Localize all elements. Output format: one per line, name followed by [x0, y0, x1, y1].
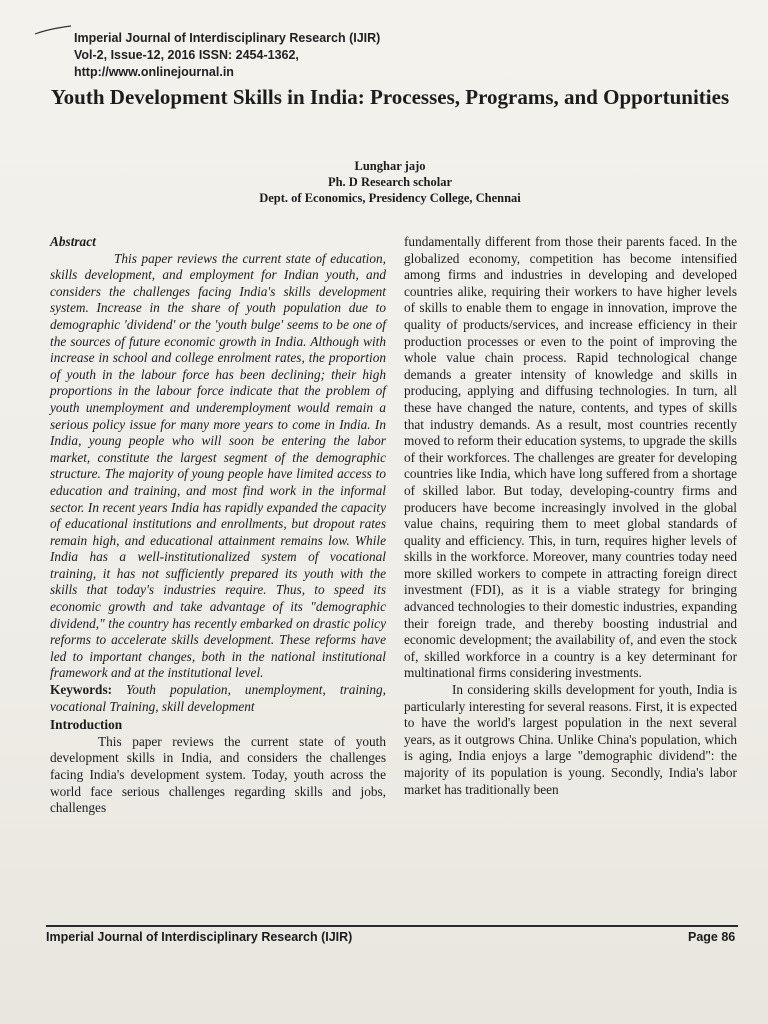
- pen-mark-icon: [34, 24, 72, 36]
- journal-name: Imperial Journal of Interdisciplinary Research (IJIR): [74, 31, 381, 45]
- abstract-heading: Abstract: [50, 234, 96, 249]
- paper-title: Youth Development Skills in India: Processes, Programs, and Opportunities: [50, 85, 730, 109]
- author-name: Lunghar jajo: [354, 159, 426, 173]
- author-block: [140, 158, 640, 206]
- page-number: Page 86: [688, 930, 736, 944]
- footer-rule: [46, 925, 738, 927]
- introduction-para2: In considering skills development for youth, India is particularly interesting for several reasons. First, it is expected to have the world's largest population in the next several years, as it outgrows China. Unlike China's population, which is aging, India enjoys a large "demographic dividend": the majority of its population is young. Secondly, India's labor market has traditionally been: [404, 682, 737, 797]
- journal-url: http://www.onlinejournal.in: [74, 65, 234, 79]
- author-role: Ph. D Research scholar: [327, 175, 453, 189]
- keywords: [50, 682, 386, 715]
- author-affiliation: Dept. of Economics, Presidency College, Chennai: [259, 191, 521, 205]
- right-column: [404, 234, 737, 798]
- keywords-text: Youth population, unemployment, training, vocational Training, skill development: [50, 682, 387, 714]
- left-column: [50, 234, 386, 817]
- journal-header: [74, 30, 380, 81]
- keywords-label: Keywords:: [50, 682, 113, 698]
- introduction-para1-cont: fundamentally different from those their parents faced. In the globalized economy, competition has become intensified among firms and industries in developing and developed countries alike, requiring their workers to have higher levels of skills to enable them to engage in innovation, improve the quality of products/services, and increase efficiency in their production processes or even to the point of improving the whole value chain process. Rapid technological change demands a greater intensity of knowledge and skills in producing, applying and diffusing technologies. In turn, all these have changed the nature, contents, and types of skills that industry demands. As a result, most countries recently moved to reform their education systems, to upgrade the skills of their workforces. The challenges are greater for developing countries like India, which have long suffered from a shortage of skilled labor. But today, developing-country firms and producers have become increasingly involved in the global value chains, requiring them to meet global standards of quality and efficiency. This, in turn, requires higher levels of skills in the workforce. Moreover, many countries today need more skilled workers to compete in attracting foreign direct investment (FDI), as it is a viable strategy for bringing advanced technologies to their domestic industries, expanding their foreign trade, and thereby boosting industrial and economic development; the availability of, and even the stock of, skilled workforce in a country is a key determinant for multinational firms considering investments.: [404, 234, 737, 681]
- introduction-heading: Introduction: [50, 717, 123, 733]
- footer-journal: Imperial Journal of Interdisciplinary Research (IJIR): [46, 930, 353, 944]
- abstract-text: This paper reviews the current state of education, skills development, and employment for Indian youth, and considers the challenges facing India's skills development system. Increase in the share of youth population due to demographic 'dividend' or the 'youth bulge' seems to be one of the sources of future economic growth in India. Although with increase in school and college enrolment rates, the proportion of youth in the labour force has been declining; their high proportions in the labour force indicate that the problem of youth unemployment and underemployment would remain a serious policy issue for many more years to come in India. In India, young people who will soon be entering the labor market, constitute the largest segment of the demographic structure. The majority of young people have limited access to education and training, and most find work in the informal sector. In recent years India has rapidly expanded the capacity of educational institutions and enrollments, but dropout rates remain high, and educational attainment remains low. While India has a well-institutionalized system of vocational training, it has not sufficiently prepared its youth with the skills that today's industries require. Thus, to speed its economic growth and take advantage of its "demographic dividend," the country has recently embarked on drastic policy reforms to accelerate skills development. These reforms have led to important changes, both in the national institutional framework and at the institutional level.: [50, 250, 386, 681]
- introduction-para1-start: This paper reviews the current state of youth development skills in India, and considers the challenges facing India's development system. Today, youth across the world face serious challenges regarding skills and jobs, challenges: [50, 733, 386, 816]
- journal-volume: Vol-2, Issue-12, 2016 ISSN: 2454-1362,: [74, 48, 299, 62]
